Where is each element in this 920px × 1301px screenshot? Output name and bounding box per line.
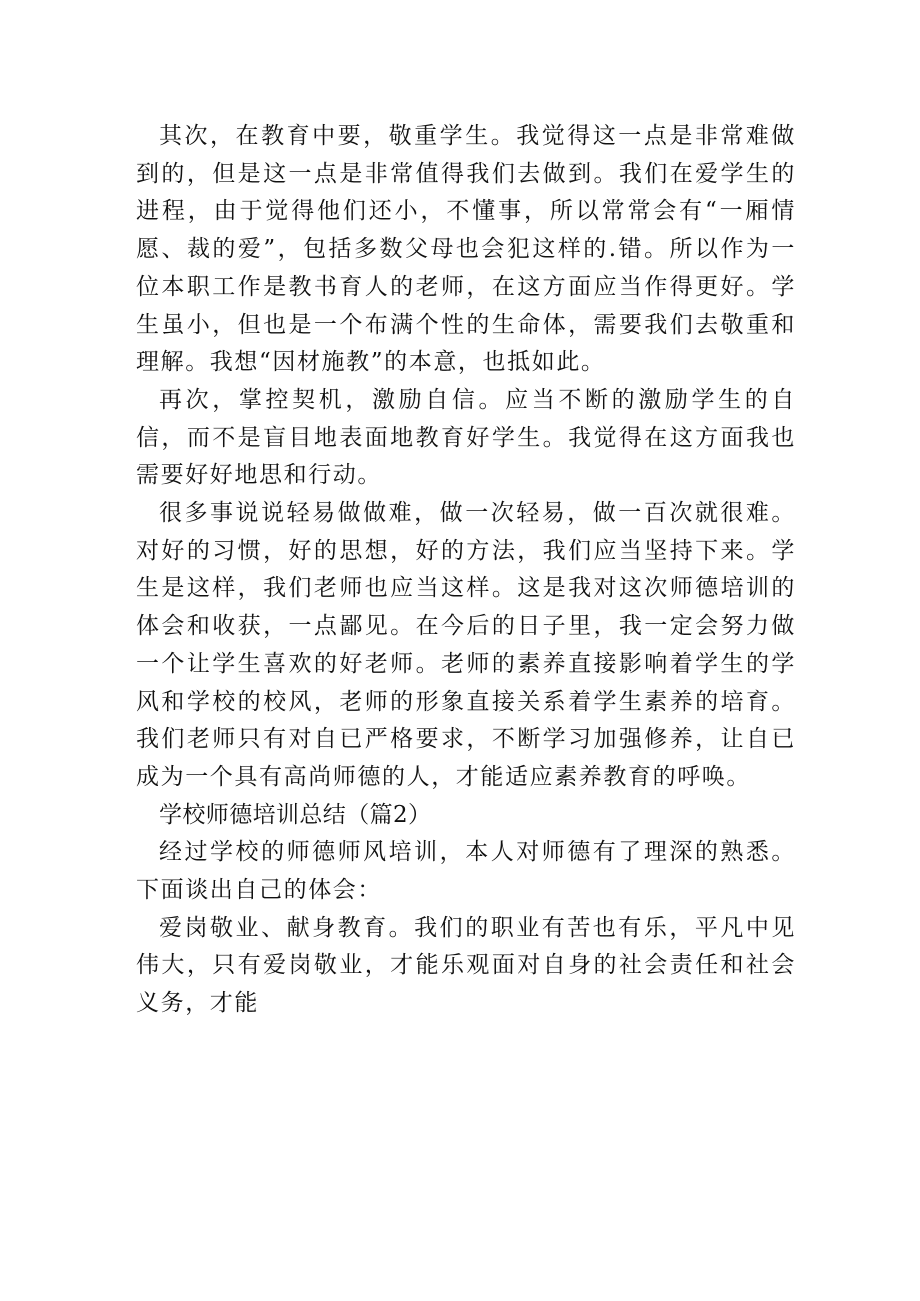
section-heading: 学校师德培训总结（篇2） xyxy=(159,801,432,828)
paragraph-persistence: 很多事说说轻易做做难，做一次轻易，做一百次就很难。对好的习惯，好的思想，好的方法，我们应当坚持下来。学生是这样，我们老师也应当这样。这是我对这次师德培训的体会和收获，一点鄙见。在今后的日子里，我一定会努力做一个让学生喜欢的好老师。老师的素养直接影响着学生的学风和学校的校风，老师的形象直接关系着学生素养的培育。我们老师只有对自已严格要求，不断学习加强修养，让自已成为一个具有高尚师德的人，才能适应素养教育的呼唤。 xyxy=(136,500,796,790)
document-page xyxy=(136,118,796,1023)
paragraph-encourage-confidence: 再次，掌控契机，激励自信。应当不断的激励学生的自信，而不是盲目地表面地教育好学生。我觉得在这方面我也需要好好地思和行动。 xyxy=(136,386,796,489)
paragraph-love-job: 爱岗敬业、献身教育。我们的职业有苦也有乐，平凡中见伟大，只有爱岗敬业，才能乐观面对自身的社会责任和社会义务，才能 xyxy=(136,914,796,1017)
paragraph-training-intro: 经过学校的师德师风培训，本人对师德有了理深的熟悉。下面谈出自己的体会： xyxy=(136,839,796,904)
paragraph-respect-students: 其次，在教育中要，敬重学生。我觉得这一点是非常难做到的，但是这一点是非常值得我们去做到。我们在爱学生的进程，由于觉得他们还小，不懂事，所以常常会有“一厢情愿、裁的爱”，包括多数父母也会犯这样的.错。所以作为一位本职工作是教书育人的老师，在这方面应当作得更好。学生虽小，但也是一个布满个性的生命体，需要我们去敬重和理解。我想“因材施教”的本意，也抵如此。 xyxy=(136,123,796,376)
